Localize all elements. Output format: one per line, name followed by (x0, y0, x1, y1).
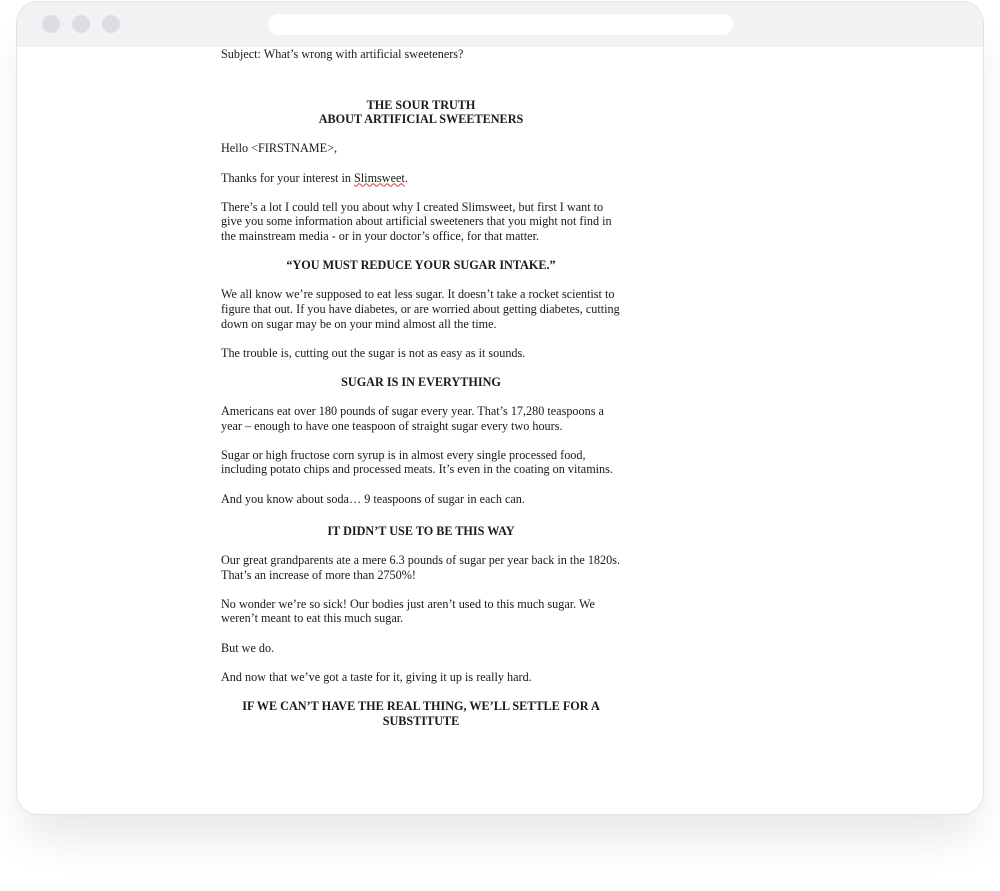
email-subject: Subject: What’s wrong with artificial sweeteners? (221, 47, 464, 61)
paragraph: Our great grandparents ate a mere 6.3 pounds of sugar per year back in the 1820s. That’s an increase of more than 2750%! (221, 553, 620, 582)
thanks-suffix: . (404, 170, 408, 185)
thanks-line (221, 171, 621, 186)
close-dot-icon[interactable] (42, 15, 60, 33)
section-heading: IT DIDN’T USE TO BE THIS WAY (327, 523, 515, 538)
paragraph: And you know about soda… 9 teaspoons of sugar in each can. (221, 491, 525, 506)
title-line-1: THE SOUR TRUTH (366, 97, 476, 112)
intro-paragraph: There’s a lot I could tell you about why I created Slimsweet, but first I want to give you some information about artificial sweeteners that you might not find in the mainstream media - or in your doctor’s office, for that matter. (221, 199, 612, 243)
section-heading: IF WE CAN’T HAVE THE REAL THING, WE’LL SETTLE FOR A SUBSTITUTE (242, 698, 600, 728)
paragraph: No wonder we’re so sick! Our bodies just aren’t used to this much sugar. We weren’t meant to eat this much sugar. (221, 596, 595, 626)
paragraph: Americans eat over 180 pounds of sugar every year. That’s 17,280 teaspoons a year – enough to have one teaspoon of straight sugar every two hours. (221, 404, 604, 433)
paragraph: And now that we’ve got a taste for it, giving it up is really hard. (221, 669, 532, 684)
title-bar (17, 2, 983, 47)
thanks-prefix: Thanks for your interest in (221, 170, 355, 185)
paragraph: Sugar or high fructose corn syrup is in almost every single processed food, including potato chips and processed meats. It’s even in the coating on vitamins. (221, 447, 613, 477)
minimize-dot-icon[interactable] (72, 15, 90, 33)
maximize-dot-icon[interactable] (102, 15, 120, 33)
document-title (221, 98, 621, 127)
title-line-2: ABOUT ARTIFICIAL SWEETENERS (318, 112, 524, 127)
document-body (221, 47, 621, 743)
brand-name-misspelled[interactable]: Slimsweet (354, 170, 405, 185)
paragraph: The trouble is, cutting out the sugar is not as easy as it sounds. (221, 345, 526, 360)
paragraph: We all know we’re supposed to eat less sugar. It doesn’t take a rocket scientist to figure that out. If you have diabetes, or are worried about getting diabetes, cutting down on sugar may be on your mind almost all the time. (221, 287, 620, 331)
section-heading: SUGAR IS IN EVERYTHING (341, 374, 501, 389)
section-heading: “YOU MUST REDUCE YOUR SUGAR INTAKE.” (286, 258, 556, 273)
greeting: Hello <FIRSTNAME>, (221, 141, 337, 156)
paragraph: But we do. (221, 640, 275, 655)
address-bar[interactable] (268, 14, 733, 35)
browser-window (16, 1, 984, 815)
